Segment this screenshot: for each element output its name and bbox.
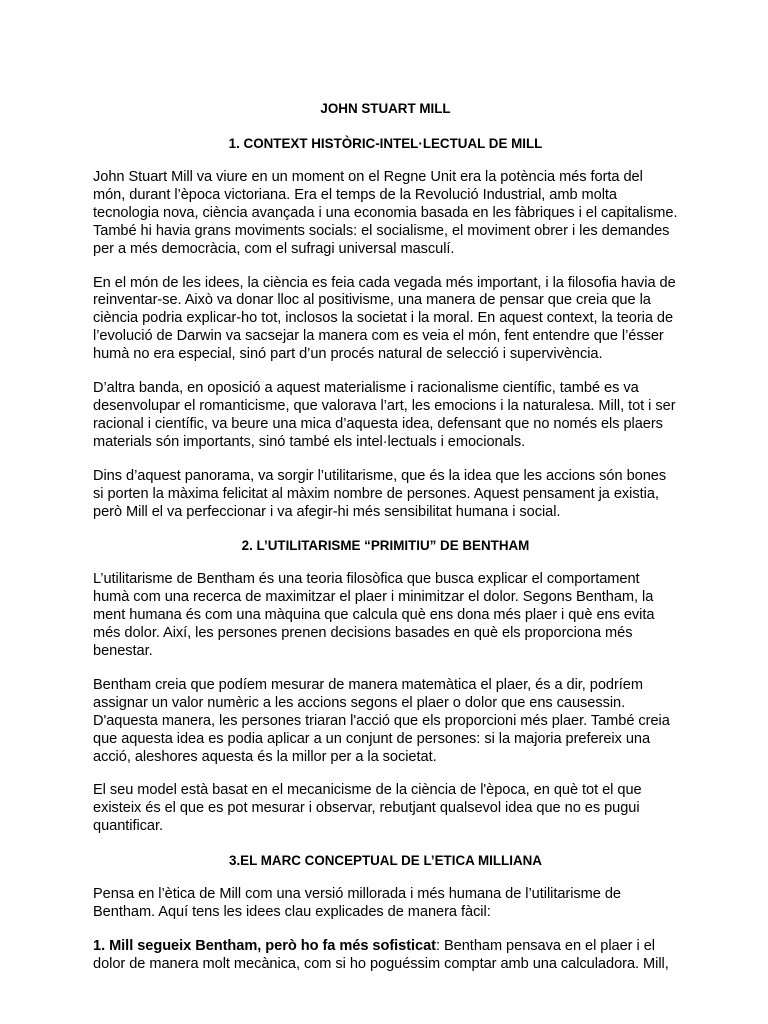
document-title: JOHN STUART MILL bbox=[320, 101, 451, 116]
section-heading-2: 2. L’UTILITARISME “PRIMITIU” DE BENTHAM bbox=[241, 538, 530, 554]
document-page bbox=[93, 100, 678, 990]
section-heading-3: 3.EL MARC CONCEPTUAL DE L’ETICA MILLIANA bbox=[229, 853, 542, 869]
point-paragraph bbox=[93, 938, 678, 974]
paragraph: D’altra banda, en oposició a aquest materialisme i racionalisme científic, també es va desenvolupar el romanticisme, que valorava l’art, les emocions i la naturalesa. Mill, tot i ser racional i científic, va beure una mica d’aquesta idea, defensant que no només els plaers materials són importants, sinó també els intel·lectuals i emocionals. bbox=[93, 380, 676, 450]
paragraph: Dins d’aquest panorama, va sorgir l’utilitarisme, que és la idea que les accions són bones si porten la màxima felicitat al màxim nombre de persones. Aquest pensament ja existia, però Mill el va perfeccionar i va afegir-hi més sensibilitat humana i social. bbox=[93, 467, 667, 520]
paragraph: L’utilitarisme de Bentham és una teoria filosòfica que busca explicar el comportament humà com una recerca de maximitzar el plaer i minimitzar el dolor. Segons Bentham, la ment humana és com una màquina que calcula què ens dona més plaer i què ens evita més dolor. Així, les persones prenen decisions basades en què els proporciona més benestar. bbox=[93, 571, 655, 660]
paragraph: John Stuart Mill va viure en un moment on el Regne Unit era la potència més forta del món, durant l’època victoriana. Era el temps de la Revolució Industrial, amb molta tecnologia nova, ciència avançada i una economia basada en les fàbriques i el capitalisme. També hi havia grans moviments socials: el socialisme, el moviment obrer i les demandes per a més democràcia, com el sufragi universal masculí. bbox=[93, 169, 678, 257]
paragraph: Bentham creia que podíem mesurar de manera matemàtica el plaer, és a dir, podríem assignar un valor numèric a les accions segons el plaer o dolor que ens causessin. D'aquesta manera, les persones triaran l'acció que els proporcioni més plaer. També creia que aquesta idea es podia aplicar a un conjunt de persones: si la majoria prefereix una acció, aleshores aquesta és la millor per a la societat. bbox=[93, 676, 670, 765]
paragraph: En el món de les idees, la ciència es feia cada vegada més important, i la filosofia havia de reinventar-se. Això va donar lloc al positivisme, una manera de pensar que creia que la ciència podria explicar-ho tot, inclosos la societat i la moral. En aquest context, la teoria de l’evolució de Darwin va sacsejar la manera com es veia el món, fent entendre que l’ésser humà no era especial, sinó part d’un procés natural de selecció i supervivència. bbox=[93, 274, 676, 363]
point-text: : Bentham pensava en el plaer i el dolor de manera molt mecànica, com si ho poguéssim comptar amb una calculadora. Mill, bbox=[93, 938, 669, 972]
section-heading-1: 1. CONTEXT HISTÒRIC-INTEL·LECTUAL DE MILL bbox=[228, 136, 543, 151]
paragraph: Pensa en l’ètica de Mill com una versió millorada i més humana de l’utilitarisme de Bentham. Aquí tens les idees clau explicades de manera fàcil: bbox=[93, 886, 621, 921]
paragraph: El seu model està basat en el mecanicisme de la ciència de l'època, en què tot el que existeix és el que es pot mesurar i observar, rebutjant qualsevol idea que no es pugui quantificar. bbox=[93, 782, 642, 835]
point-label: 1. Mill segueix Bentham, però ho fa més sofisticat bbox=[93, 938, 436, 954]
